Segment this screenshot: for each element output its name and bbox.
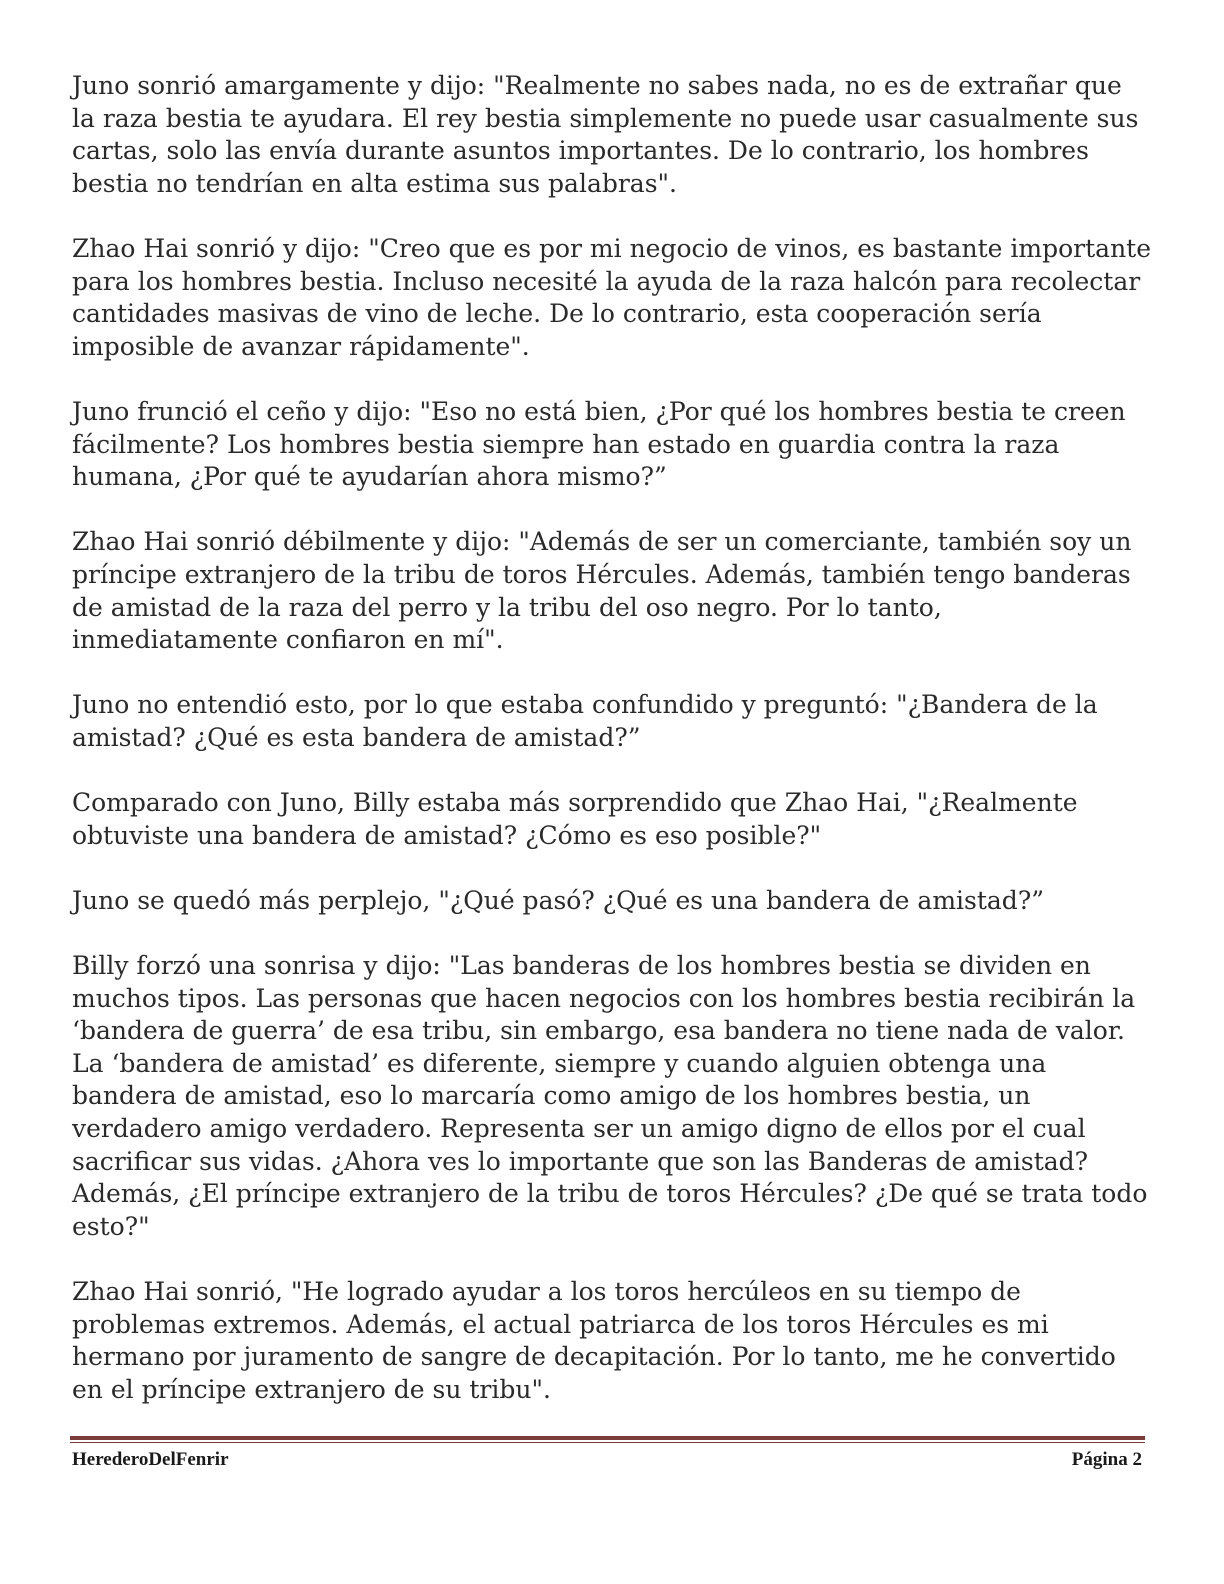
body-text	[72, 70, 1152, 1439]
paragraph: Billy forzó una sonrisa y dijo: "Las banderas de los hombres bestia se dividen en muchos tipos. Las personas que hacen negocios con los hombres bestia recibirán la ‘bandera de guerra’ de esa tribu, sin embargo, esa bandera no tiene nada de valor. La ‘bandera de amistad’ es diferente, siempre y cuando alguien obtenga una bandera de amistad, eso lo marcaría como amigo de los hombres bestia, un verdadero amigo verdadero. Representa ser un amigo digno de ellos por el cual sacrificar sus vidas. ¿Ahora ves lo importante que son las Banderas de amistad? Además, ¿El príncipe extranjero de la tribu de toros Hércules? ¿De qué se trata todo esto?"	[72, 951, 1148, 1241]
paragraph: Zhao Hai sonrió, "He logrado ayudar a los toros hercúleos en su tiempo de problemas extremos. Además, el actual patriarca de los toros Hércules es mi hermano por juramento de sangre de decapitación. Por lo tanto, me he convertido en el príncipe extranjero de su tribu".	[72, 1276, 1116, 1404]
paragraph: Juno no entendió esto, por lo que estaba confundido y preguntó: "¿Bandera de la amistad? ¿Qué es esta bandera de amistad?”	[72, 690, 1098, 752]
paragraph: Juno se quedó más perplejo, "¿Qué pasó? ¿Qué es una bandera de amistad?”	[72, 885, 1044, 915]
paragraph: Comparado con Juno, Billy estaba más sorprendido que Zhao Hai, "¿Realmente obtuviste una bandera de amistad? ¿Cómo es eso posible?"	[72, 788, 1078, 850]
paragraph: Zhao Hai sonrió débilmente y dijo: "Además de ser un comerciante, también soy un príncipe extranjero de la tribu de toros Hércules. Además, también tengo banderas de amistad de la raza del perro y la tribu del oso negro. Por lo tanto, inmediatamente confiaron en mí".	[72, 527, 1132, 655]
footer-author: HerederoDelFenrir	[72, 1449, 229, 1470]
footer-page-number: Página 2	[1071, 1449, 1142, 1470]
footer-divider-thick	[70, 1436, 1145, 1440]
paragraph: Zhao Hai sonrió y dijo: "Creo que es por mi negocio de vinos, es bastante importante para los hombres bestia. Incluso necesité la ayuda de la raza halcón para recolectar cantidades masivas de vino de leche. De lo contrario, esta cooperación sería imposible de avanzar rápidamente".	[72, 233, 1152, 361]
footer-divider-thin	[70, 1442, 1145, 1443]
paragraph: Juno sonrió amargamente y dijo: "Realmente no sabes nada, no es de extrañar que la raza bestia te ayudara. El rey bestia simplemente no puede usar casualmente sus cartas, solo las envía durante asuntos importantes. De lo contrario, los hombres bestia no tendrían en alta estima sus palabras".	[72, 71, 1139, 198]
paragraph: Juno frunció el ceño y dijo: "Eso no está bien, ¿Por qué los hombres bestia te creen fácilmente? Los hombres bestia siempre han estado en guardia contra la raza humana, ¿Por qué te ayudarían ahora mismo?”	[72, 396, 1126, 492]
